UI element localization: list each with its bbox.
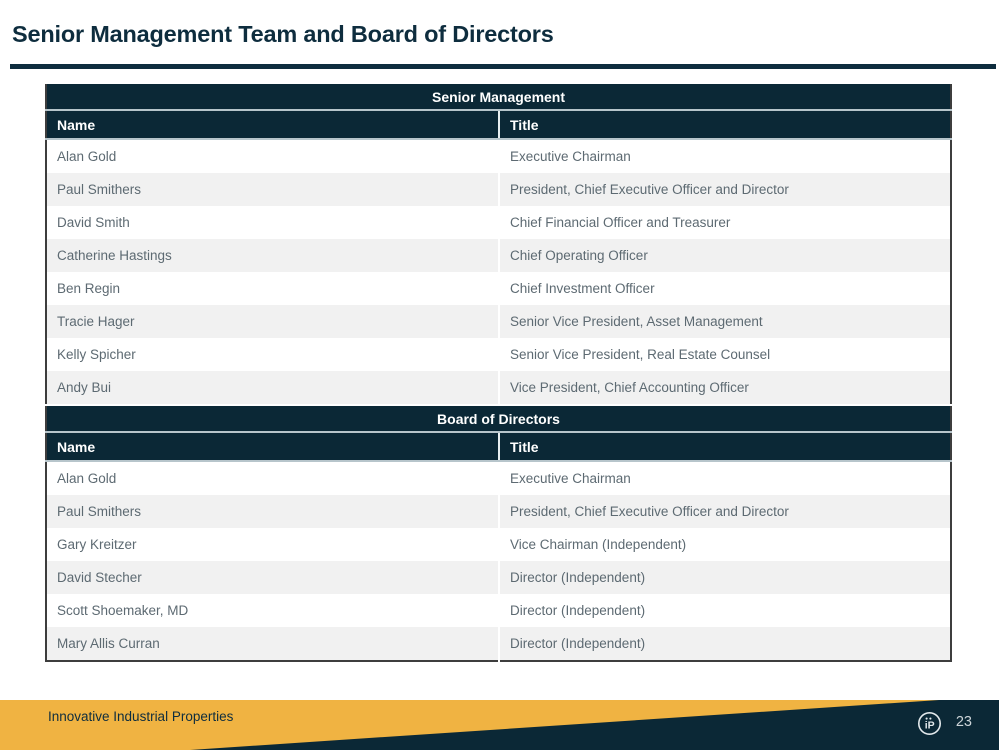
name-cell: Kelly Spicher bbox=[46, 338, 499, 371]
table-row bbox=[46, 495, 951, 528]
table-row bbox=[46, 594, 951, 627]
table-row bbox=[46, 305, 951, 338]
table-row bbox=[46, 338, 951, 371]
column-header-title: Title bbox=[499, 432, 951, 461]
name-cell: Tracie Hager bbox=[46, 305, 499, 338]
name-cell: Ben Regin bbox=[46, 272, 499, 305]
table-row bbox=[46, 627, 951, 661]
table-row bbox=[46, 528, 951, 561]
name-cell: Alan Gold bbox=[46, 461, 499, 495]
footer-company-name: Innovative Industrial Properties bbox=[48, 709, 234, 724]
title-underline bbox=[10, 64, 996, 69]
name-cell: Mary Allis Curran bbox=[46, 627, 499, 661]
name-cell: Andy Bui bbox=[46, 371, 499, 405]
page-title: Senior Management Team and Board of Directors bbox=[12, 21, 554, 47]
section-header: Board of Directors bbox=[46, 405, 951, 432]
title-cell: Director (Independent) bbox=[499, 627, 951, 661]
title-cell: President, Chief Executive Officer and Director bbox=[499, 495, 951, 528]
logo-monogram: iP bbox=[924, 719, 935, 732]
title-cell: Executive Chairman bbox=[499, 139, 951, 173]
title-cell: Vice President, Chief Accounting Officer bbox=[499, 371, 951, 405]
column-header-name: Name bbox=[46, 110, 499, 139]
name-cell: Catherine Hastings bbox=[46, 239, 499, 272]
title-cell: Senior Vice President, Asset Management bbox=[499, 305, 951, 338]
title-cell: Chief Financial Officer and Treasurer bbox=[499, 206, 951, 239]
management-table bbox=[45, 82, 952, 662]
name-cell: Paul Smithers bbox=[46, 173, 499, 206]
title-cell: Senior Vice President, Real Estate Counsel bbox=[499, 338, 951, 371]
title-cell: President, Chief Executive Officer and Director bbox=[499, 173, 951, 206]
table-row bbox=[46, 239, 951, 272]
table-row bbox=[46, 561, 951, 594]
name-cell: Scott Shoemaker, MD bbox=[46, 594, 499, 627]
title-cell: Chief Operating Officer bbox=[499, 239, 951, 272]
column-header-title: Title bbox=[499, 110, 951, 139]
name-cell: Paul Smithers bbox=[46, 495, 499, 528]
name-cell: Alan Gold bbox=[46, 139, 499, 173]
name-cell: Gary Kreitzer bbox=[46, 528, 499, 561]
table-row bbox=[46, 272, 951, 305]
title-cell: Chief Investment Officer bbox=[499, 272, 951, 305]
footer-wedge-shape bbox=[0, 700, 999, 750]
page-number: 23 bbox=[955, 714, 972, 730]
table-row bbox=[46, 139, 951, 173]
table-row bbox=[46, 206, 951, 239]
table-row bbox=[46, 461, 951, 495]
name-cell: David Stecher bbox=[46, 561, 499, 594]
footer-bar bbox=[0, 700, 999, 750]
title-cell: Executive Chairman bbox=[499, 461, 951, 495]
iip-logo-icon bbox=[917, 711, 942, 736]
column-header-name: Name bbox=[46, 432, 499, 461]
title-cell: Director (Independent) bbox=[499, 561, 951, 594]
title-cell: Director (Independent) bbox=[499, 594, 951, 627]
title-cell: Vice Chairman (Independent) bbox=[499, 528, 951, 561]
table-row bbox=[46, 173, 951, 206]
name-cell: David Smith bbox=[46, 206, 499, 239]
table-row bbox=[46, 371, 951, 405]
section-header: Senior Management bbox=[46, 83, 951, 110]
